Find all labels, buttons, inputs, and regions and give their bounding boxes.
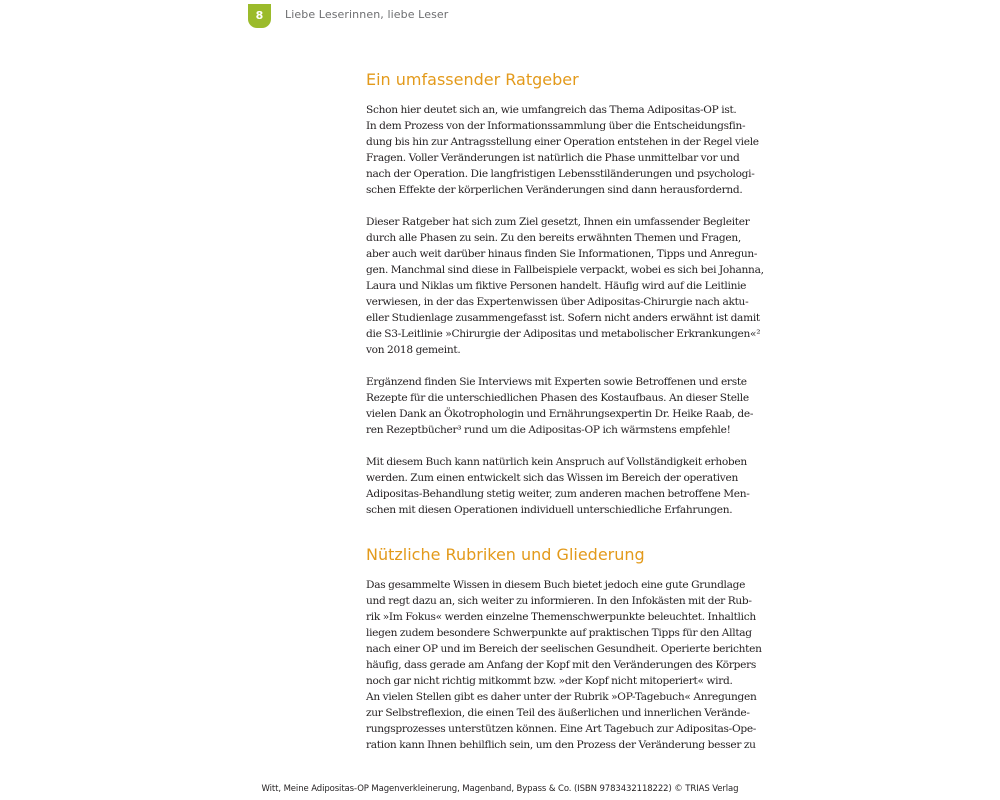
main-content [366,68,764,753]
text-line: von 2018 gemeint. [366,344,461,356]
paragraph [366,577,762,753]
text-line: rik »Im Fokus« werden einzelne Themenschwerpunkte beleuchtet. Inhaltlich [366,611,756,623]
text-line: ration kann Ihnen behilflich sein, um den Prozess der Veränderung besser zu [366,739,756,751]
text-line: nach der Operation. Die langfristigen Lebensstiländerungen und psychologi- [366,168,755,180]
text-line: In dem Prozess von der Informationssammlung über die Entscheidungsfin- [366,120,746,132]
text-line: zur Selbstreflexion, die einen Teil des äußerlichen und innerlichen Verände- [366,707,750,719]
text-line: gen. Manchmal sind diese in Fallbeispiele verpackt, wobei es sich bei Johanna, [366,264,764,276]
text-line: eller Studienlage zusammengefasst ist. Sofern nicht anders erwähnt ist damit [366,312,760,324]
page-number-badge: 8 [248,4,271,28]
text-line: Laura und Niklas um fiktive Personen handelt. Häufig wird auf die Leitlinie [366,280,747,292]
running-header: Liebe Leserinnen, liebe Leser [285,8,449,21]
text-line: noch gar nicht richtig mitkommt bzw. »der Kopf nicht mitoperiert« wird. [366,675,733,687]
text-line: schen Effekte der körperlichen Veränderungen sind dann herausfordernd. [366,184,743,196]
text-line: Adipositas-Behandlung stetig weiter, zum anderen machen betroffene Men- [366,488,750,500]
section-heading: Ein umfassender Ratgeber [366,70,579,89]
text-line: und regt dazu an, sich weiter zu informieren. In den Infokästen mit der Rub- [366,595,752,607]
text-line: Schon hier deutet sich an, wie umfangreich das Thema Adipositas-OP ist. [366,104,737,116]
text-line: dung bis hin zur Antragsstellung einer Operation entstehen in der Regel viele [366,136,759,148]
text-line: die S3-Leitlinie »Chirurgie der Adipositas und metabolischer Erkrankungen«² [366,328,761,340]
text-line: rungsprozesses unterstützen können. Eine Art Tagebuch zur Adipositas-Ope- [366,723,757,735]
text-line: vielen Dank an Ökotrophologin und Ernährungsexpertin Dr. Heike Raab, de- [366,408,754,420]
text-line: Rezepte für die unterschiedlichen Phasen des Kostaufbaus. An dieser Stelle [366,392,749,404]
text-line: werden. Zum einen entwickelt sich das Wissen im Bereich der operativen [366,472,738,484]
text-line: verwiesen, in der das Expertenwissen über Adipositas-Chirurgie nach aktu- [366,296,749,308]
text-line: häufig, dass gerade am Anfang der Kopf mit den Veränderungen des Körpers [366,659,756,671]
text-line: Mit diesem Buch kann natürlich kein Anspruch auf Vollständigkeit erhoben [366,456,747,468]
text-line: nach einer OP und im Bereich der seelischen Gesundheit. Operierte berichten [366,643,762,655]
section-heading: Nützliche Rubriken und Gliederung [366,545,645,564]
text-line: Das gesammelte Wissen in diesem Buch bietet jedoch eine gute Grundlage [366,579,746,591]
text-line: ren Rezeptbücher³ rund um die Adipositas-OP ich wärmstens empfehle! [366,424,731,436]
text-line: liegen zudem besondere Schwerpunkte auf praktischen Tipps für den Alltag [366,627,752,639]
page-footer: Witt, Meine Adipositas-OP Magenverkleinerung, Magenband, Bypass & Co. (ISBN 9783432118222) © TRIAS Verlag [261,784,739,794]
text-line: durch alle Phasen zu sein. Zu den bereits erwähnten Themen und Fragen, [366,232,741,244]
text-line: An vielen Stellen gibt es daher unter der Rubrik »OP-Tagebuch« Anregungen [366,691,757,703]
paragraph [366,374,758,438]
text-line: Ergänzend finden Sie Interviews mit Experten sowie Betroffenen und erste [366,376,747,388]
text-line: schen mit diesen Operationen individuell unterschiedliche Erfahrungen. [366,504,733,516]
paragraph [366,102,758,198]
paragraph [366,214,764,358]
text-line: aber auch weit darüber hinaus finden Sie Informationen, Tipps und Anregun- [366,248,758,260]
text-line: Dieser Ratgeber hat sich zum Ziel gesetzt, Ihnen ein umfassender Begleiter [366,216,750,228]
text-line: Fragen. Voller Veränderungen ist natürlich die Phase unmittelbar vor und [366,152,740,164]
paragraph [366,454,758,518]
